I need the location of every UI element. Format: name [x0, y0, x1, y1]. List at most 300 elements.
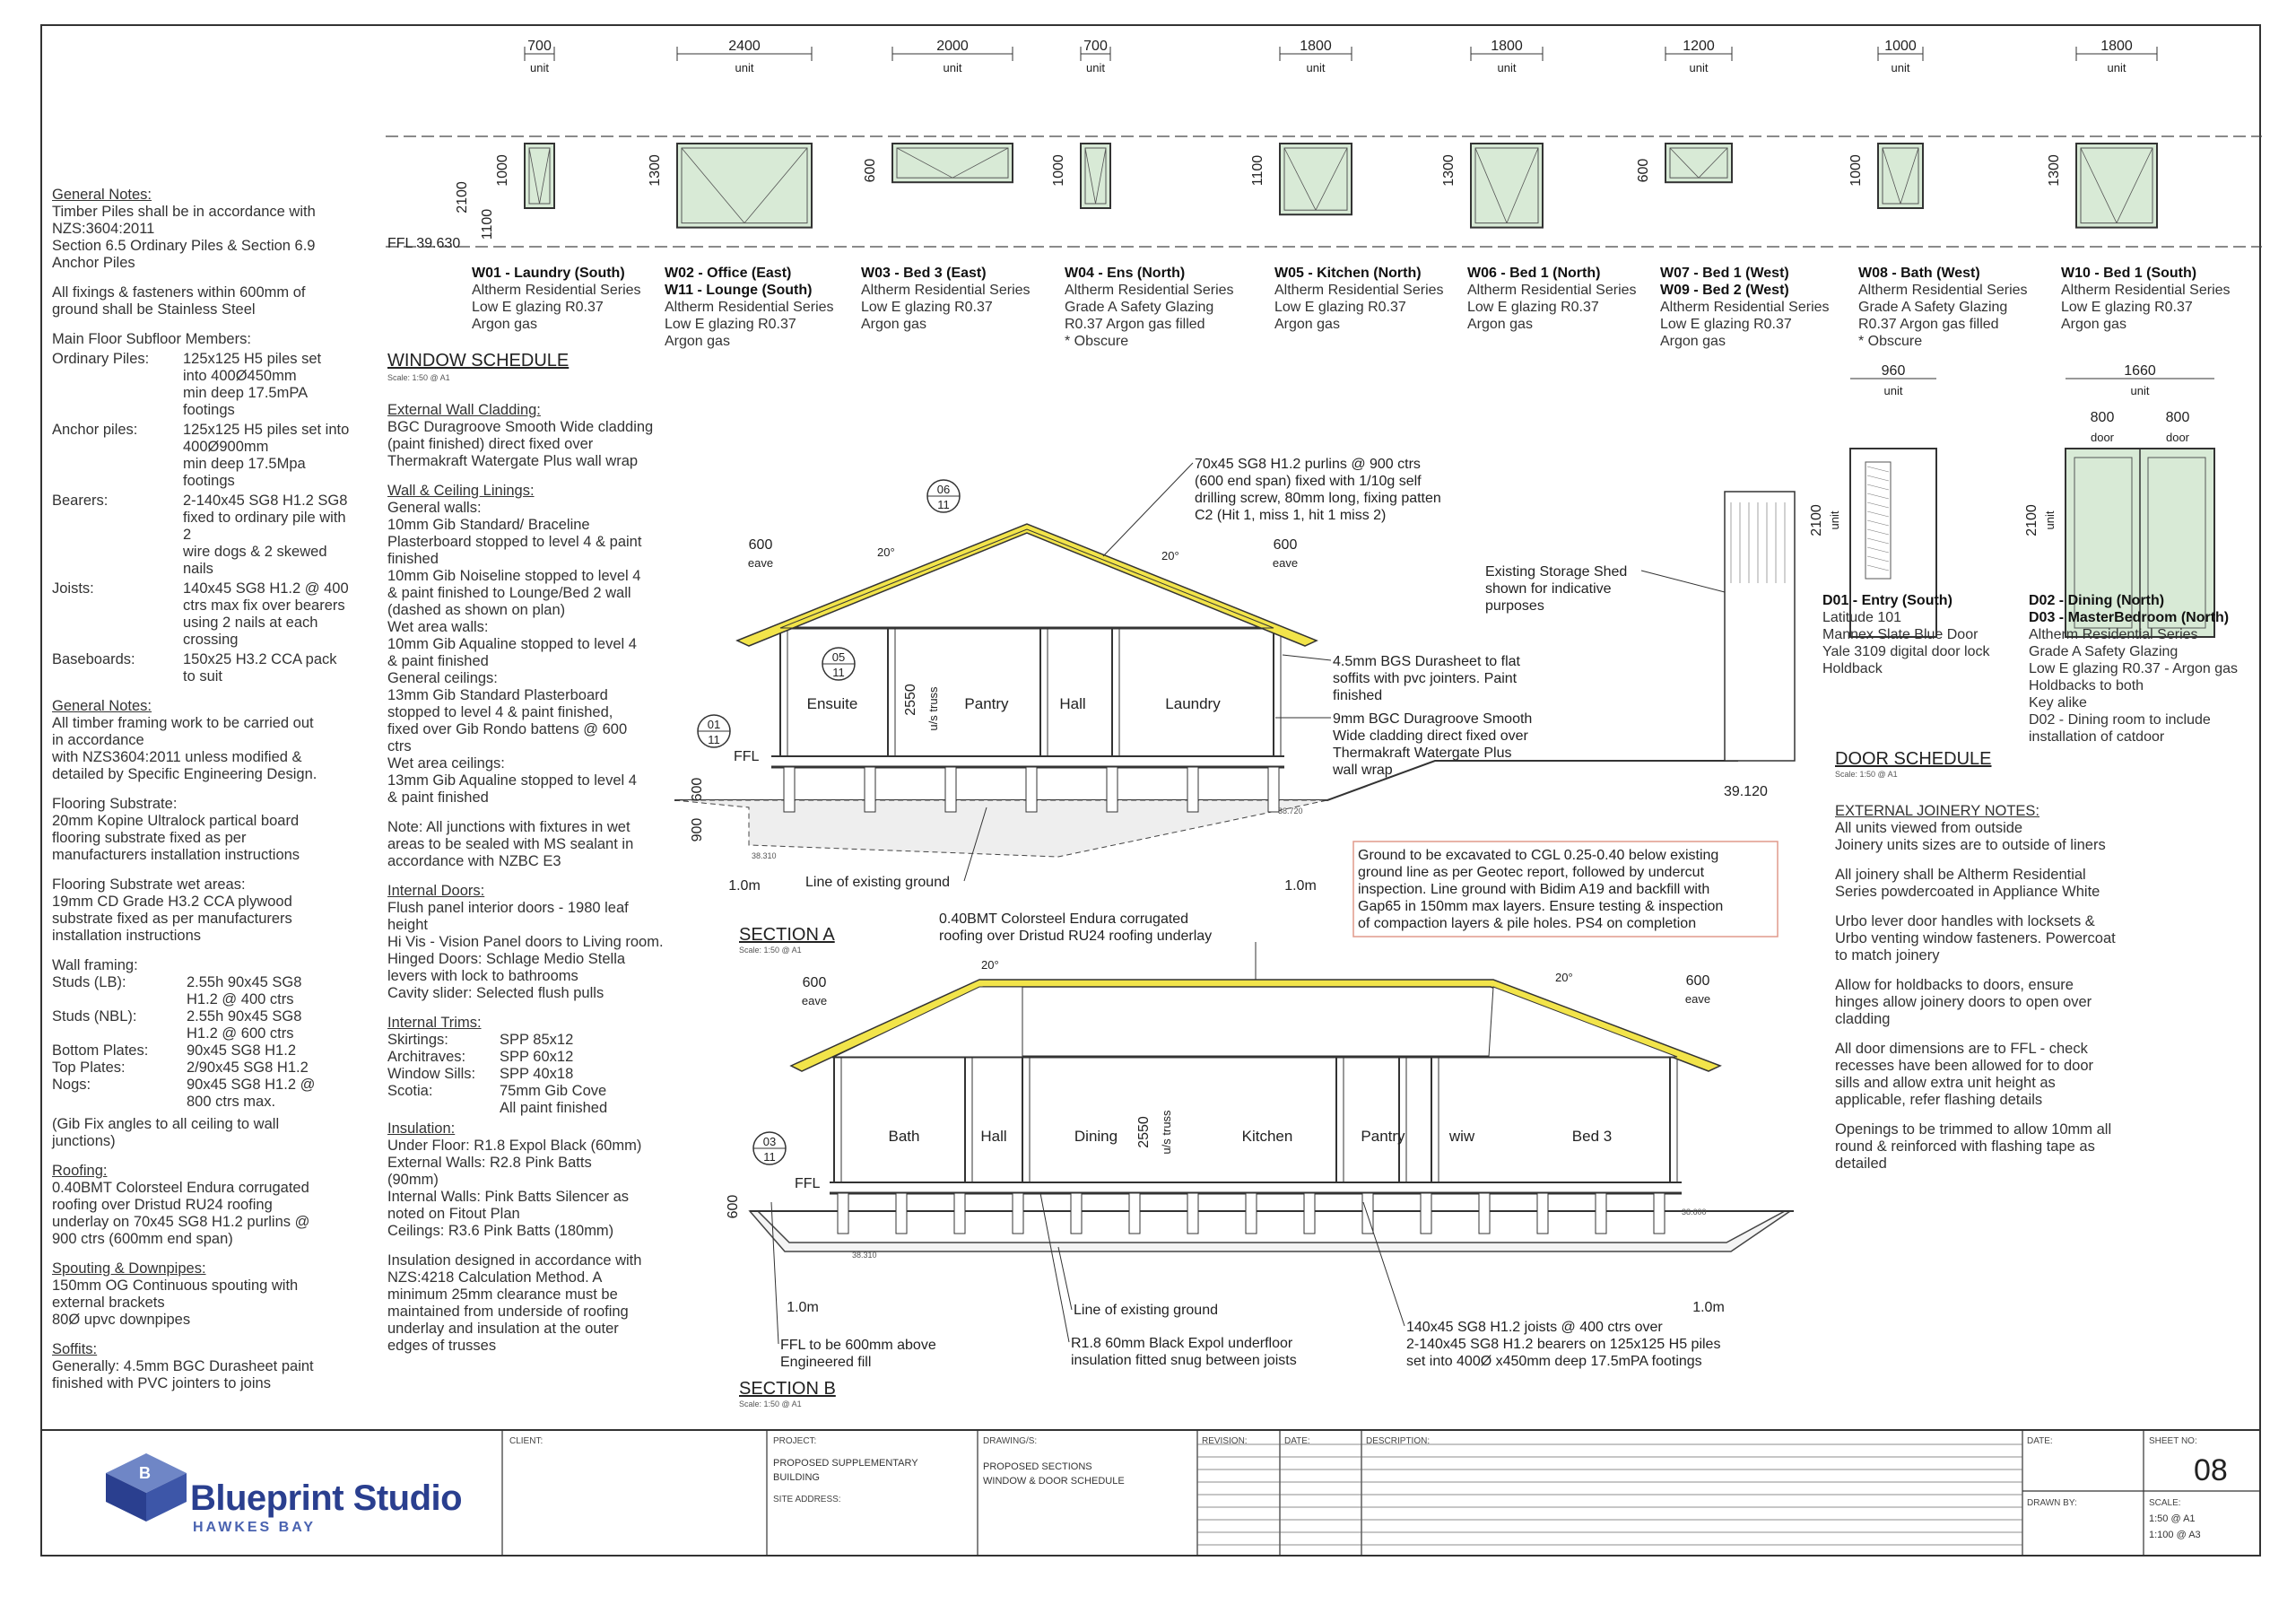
note-line: Wall framing: — [52, 957, 138, 973]
note-line: (paint finished) direct fixed over — [387, 436, 594, 452]
note-line: 10mm Gib Noiseline stopped to level 4 — [387, 568, 641, 584]
callout-joists-b: 140x45 SG8 H1.2 joists @ 400 ctrs over — [1406, 1320, 1663, 1335]
ffl-a: FFL — [734, 749, 760, 764]
brand-logo — [97, 1452, 204, 1523]
framing-value — [187, 974, 357, 1008]
window-id: W05 - Kitchen (North) — [1274, 266, 1422, 281]
note-line: detailed — [1835, 1155, 1887, 1172]
callout-excavate: inspection. Line ground with Bidim A19 and backfill with — [1358, 882, 1710, 897]
door-desc-line: Yale 3109 digital door lock — [1822, 644, 1990, 659]
note-line: & paint finished — [387, 789, 489, 806]
notes-heading: Soffits: — [52, 1341, 98, 1357]
window-desc-line: * Obscure — [1858, 334, 1923, 349]
trim-value: 75mm Gib Cove — [500, 1083, 607, 1099]
window-caption — [1274, 265, 1444, 333]
door-desc-line: Low E glazing R0.37 - Argon gas — [2029, 661, 2239, 676]
notes-heading: General Notes: — [52, 187, 152, 203]
room-label-b: Dining — [1074, 1128, 1118, 1145]
note-line: Flush panel interior doors - 1980 leaf — [387, 900, 629, 916]
subfloor-key: Baseboards: — [52, 651, 135, 667]
notes-heading: Wall & Ceiling Linings: — [387, 483, 535, 499]
window-width-dim: 1200 — [1683, 39, 1715, 54]
trim-key: Skirtings: — [387, 1032, 448, 1048]
note-line: detailed by Specific Engineering Design. — [52, 766, 317, 782]
note-line: Series powdercoated in Appliance White — [1835, 884, 2100, 900]
window-desc-line: Altherm Residential Series — [861, 283, 1031, 298]
note-line: & paint finished — [387, 653, 489, 669]
pitch-right: 20° — [1161, 549, 1179, 562]
trim-row — [387, 1032, 683, 1049]
dim-1m-a-left: 1.0m — [728, 878, 761, 894]
note-line: & paint finished to Lounge/Bed 2 wall — [387, 585, 631, 601]
window-frame — [892, 144, 1013, 182]
note-line: Wet area ceilings: — [387, 755, 505, 772]
callout-expol-b: R1.8 60mm Black Expol underfloor — [1071, 1336, 1293, 1351]
framing-value-line: 800 ctrs max. — [187, 1094, 276, 1110]
window-desc-line: R0.37 Argon gas filled — [1858, 317, 1999, 332]
note-line: General ceilings: — [387, 670, 498, 686]
subfloor-value-line: 140x45 SG8 H1.2 @ 400 — [183, 580, 349, 597]
note-line: 80Ø upvc downpipes — [52, 1312, 191, 1328]
spacer — [52, 1248, 357, 1260]
subfloor-value-line: min deep 17.5mPA footings — [183, 385, 308, 418]
note-line: All door dimensions are to FFL - check — [1835, 1041, 2088, 1057]
window-desc-line: Argon gas — [2061, 317, 2126, 332]
room-label-b: Bed 3 — [1571, 1128, 1613, 1145]
note-line: Anchor Piles — [52, 255, 135, 271]
subfloor-value-line: 150x25 H3.2 CCA pack — [183, 651, 337, 667]
door-d01-height: 2100 — [1809, 504, 1824, 536]
note-line: NZS:4218 Calculation Method. A — [387, 1269, 603, 1286]
door-caption — [1822, 592, 1990, 677]
window-id: W06 - Bed 1 (North) — [1467, 266, 1601, 281]
section-b-title: SECTION B — [739, 1379, 836, 1399]
window-desc-line: Low E glazing R0.37 — [861, 300, 993, 315]
eave-dim-left: 600 — [748, 537, 773, 553]
callout-purlins: drilling screw, 80mm long, fixing patten — [1195, 491, 1441, 506]
subfloor-value-line: to suit — [183, 668, 223, 685]
note-line: General walls: — [387, 500, 482, 516]
note-line: All timber framing work to be carried out — [52, 715, 314, 731]
note-line: Generally: 4.5mm BGC Durasheet paint — [52, 1358, 314, 1374]
callout-purlins: C2 (Hit 1, miss 1, hit 1 miss 2) — [1195, 508, 1387, 523]
pitch-b-left: 20° — [981, 958, 999, 972]
note-line: levers with lock to bathrooms — [387, 968, 578, 984]
framing-row — [52, 1008, 357, 1042]
window-height-dim: 1100 — [1250, 154, 1265, 187]
window-desc-line: Altherm Residential Series — [1467, 283, 1637, 298]
spacer — [387, 1240, 683, 1252]
client-label: CLIENT: — [509, 1436, 544, 1446]
framing-key: Nogs: — [52, 1077, 91, 1093]
note-line: minimum 25mm clearance must be — [387, 1286, 618, 1303]
sheet-number: 08 — [2194, 1453, 2228, 1487]
window-desc-line: Altherm Residential Series — [1274, 283, 1444, 298]
note-line: areas to be sealed with MS sealant in — [387, 836, 634, 852]
notes-heading: EXTERNAL JOINERY NOTES: — [1835, 803, 2040, 819]
note-line: with NZS3604:2011 unless modified & — [52, 749, 302, 765]
note-line: finished — [387, 551, 439, 567]
description-label: DESCRIPTION: — [1366, 1436, 1431, 1446]
callout-purlins: 70x45 SG8 H1.2 purlins @ 900 ctrs — [1195, 457, 1421, 472]
note-line: to match joinery — [1835, 947, 1940, 964]
pile — [1026, 767, 1037, 812]
section-a-drawing — [674, 457, 1795, 955]
ffl-b: FFL — [795, 1176, 821, 1191]
note-line: hinges allow joinery doors to open over — [1835, 994, 2092, 1010]
note-line: Urbo lever door handles with locksets & — [1835, 913, 2095, 929]
project-label: PROJECT: — [773, 1436, 817, 1446]
dim-1m-a-right: 1.0m — [1284, 878, 1317, 894]
spacer — [52, 272, 357, 284]
window-unit-label: unit — [530, 61, 549, 74]
door-d02-hunit: unit — [2043, 510, 2057, 530]
window-unit-label: unit — [735, 61, 754, 74]
callout-soffit: 4.5mm BGS Durasheet to flat — [1333, 654, 1520, 669]
window-desc-line: Argon gas — [665, 334, 730, 349]
pile-b — [838, 1193, 848, 1234]
framing-value — [187, 1060, 357, 1077]
window-caption — [1858, 265, 2028, 350]
pile-b — [1187, 1193, 1198, 1234]
note-line: All units viewed from outside — [1835, 820, 2023, 836]
subfloor-value-line: fixed to ordinary pile with 2 — [183, 510, 346, 543]
pile-b — [1596, 1193, 1606, 1234]
note-line: Insulation designed in accordance with — [387, 1252, 642, 1269]
framing-row — [52, 1042, 357, 1060]
pitch-left: 20° — [877, 545, 895, 559]
site-address-label: SITE ADDRESS: — [773, 1495, 841, 1504]
spacer — [387, 870, 683, 883]
door-id: D01 - Entry (South) — [1822, 593, 1952, 608]
window-frame — [677, 144, 812, 228]
note-line: roofing over Dristud RU24 roofing — [52, 1197, 273, 1213]
note-line: accordance with NZBC E3 — [387, 853, 561, 869]
callout-expol-b: insulation fitted snug between joists — [1071, 1353, 1297, 1368]
room-label-b: Pantry — [1361, 1128, 1405, 1145]
room-label-b: Kitchen — [1241, 1128, 1293, 1145]
window-width-dim: 700 — [1083, 39, 1108, 54]
note-line: Hinged Doors: Schlage Medio Stella — [387, 951, 626, 967]
window-desc-line: Grade A Safety Glazing — [1858, 300, 2008, 315]
door-d02-leaf-lbl-r: door — [2165, 431, 2190, 444]
notes-heading: Insulation: — [387, 1121, 456, 1137]
note-line: fixed over Gib Rondo battens @ 600 — [387, 721, 628, 737]
window-caption — [861, 265, 1031, 333]
callout-excavate: of compaction layers & pile holes. PS4 on completion — [1358, 916, 1697, 931]
truss-label-b: u/s truss — [1160, 1110, 1173, 1155]
door-d02-unit: unit — [2130, 384, 2150, 397]
pitch-b-right: 20° — [1555, 971, 1573, 984]
dim-600-b: 600 — [726, 1194, 741, 1219]
window-desc-line: Altherm Residential Series — [1065, 283, 1234, 298]
pile — [1187, 767, 1198, 812]
window-desc-line: Altherm Residential Series — [472, 283, 641, 298]
note-line: Timber Piles shall be in accordance with — [52, 204, 316, 220]
spacer — [1835, 964, 2131, 977]
tag-03-num: 03 — [762, 1135, 777, 1148]
tag-06-sheet: 11 — [937, 498, 950, 511]
subfloor-row — [52, 651, 357, 685]
drawing-label: DRAWING/S: — [983, 1436, 1038, 1446]
note-line: underlay and insulation at the outer — [387, 1321, 619, 1337]
trim-value: SPP 40x18 — [500, 1066, 574, 1082]
door-desc-line: installation of catdoor — [2029, 729, 2165, 745]
rl-b-38600: 38.600 — [1682, 1208, 1707, 1216]
note-line: ground shall be Stainless Steel — [52, 301, 256, 318]
section-b-drawing — [726, 911, 1794, 1408]
door-desc-line: Key alike — [2029, 695, 2087, 711]
pile-b — [1129, 1193, 1140, 1234]
room-label: Pantry — [964, 695, 1009, 712]
truss-outline — [780, 529, 1274, 628]
trim-row — [387, 1066, 683, 1083]
pile — [1268, 767, 1279, 812]
pile-b — [954, 1193, 965, 1234]
pile — [1107, 767, 1118, 812]
note-line: Openings to be trimmed to allow 10mm all — [1835, 1121, 2112, 1138]
room-label: Hall — [1059, 695, 1086, 712]
joinery-notes — [1835, 803, 2131, 1173]
window-frame — [1280, 144, 1352, 214]
project-line-2: BUILDING — [773, 1472, 820, 1483]
trim-row — [387, 1100, 683, 1117]
note-line: Note: All junctions with fixtures in wet — [387, 819, 631, 835]
framing-value — [187, 1077, 357, 1111]
window-desc-line: Altherm Residential Series — [665, 300, 834, 315]
room-label: Laundry — [1165, 695, 1221, 712]
window-id: W04 - Ens (North) — [1065, 266, 1186, 281]
note-line: 900 ctrs (600mm end span) — [52, 1231, 233, 1247]
trim-row — [387, 1083, 683, 1100]
notes-heading: General Notes: — [52, 698, 152, 714]
note-line: Plasterboard stopped to level 4 & paint — [387, 534, 642, 550]
note-line: 13mm Gib Standard Plasterboard — [387, 687, 608, 703]
spacer — [1835, 1109, 2131, 1121]
section-a-scale: Scale: 1:50 @ A1 — [739, 946, 802, 955]
note-line: Main Floor Subfloor Members: — [52, 331, 251, 347]
spacer — [52, 864, 357, 876]
height-2550: 2550 — [903, 684, 918, 716]
subfloor-key: Anchor piles: — [52, 422, 138, 438]
callout-shed: Existing Storage Shed — [1485, 564, 1628, 580]
ffl-label: FFL 39.630 — [387, 236, 461, 251]
dim-900-a: 900 — [690, 817, 705, 842]
note-line: Joinery units sizes are to outside of liners — [1835, 837, 2106, 853]
note-line: Under Floor: R1.8 Expol Black (60mm) — [387, 1138, 642, 1154]
eave-dim-b-left: 600 — [802, 975, 827, 990]
window-unit-label: unit — [1086, 61, 1105, 74]
door-schedule-scale: Scale: 1:50 @ A1 — [1835, 770, 1898, 779]
subfloor-value-line: 125x125 H5 piles set into — [183, 422, 350, 438]
note-line: installation instructions — [52, 928, 201, 944]
note-line: Hi Vis - Vision Panel doors to Living room. — [387, 934, 664, 950]
framing-value-line: 90x45 SG8 H1.2 @ — [187, 1077, 316, 1093]
spacer — [387, 807, 683, 819]
note-line: 10mm Gib Standard/ Braceline — [387, 517, 590, 533]
section-a-title: SECTION A — [739, 925, 835, 945]
rev-date-label: DATE: — [1284, 1436, 1310, 1446]
tag-06-num: 06 — [936, 483, 951, 496]
callout-cladding: Thermakraft Watergate Plus — [1333, 746, 1512, 761]
rl-b-38310: 38.310 — [852, 1251, 877, 1260]
subfloor-value — [183, 422, 357, 490]
callout-ground-a: Line of existing ground — [805, 875, 950, 890]
window-caption — [1660, 265, 1830, 350]
room-label-b: Bath — [888, 1128, 920, 1145]
rl-39120: 39.120 — [1724, 784, 1768, 799]
note-line: underlay on 70x45 SG8 H1.2 purlins @ — [52, 1214, 310, 1230]
window-desc-line: * Obscure — [1065, 334, 1129, 349]
window-frame — [1878, 144, 1923, 208]
room-label-b: wiw — [1448, 1128, 1475, 1145]
note-line: height — [387, 917, 428, 933]
subfloor-row — [52, 580, 357, 649]
subfloor-value-line: into 400Ø450mm — [183, 368, 297, 384]
dim-2100: 2100 — [455, 181, 470, 214]
callout-excavate: Ground to be excavated to CGL 0.25-0.40 below existing — [1358, 848, 1719, 863]
sheet-no-label: SHEET NO: — [2149, 1436, 2197, 1446]
door-d02-width: 1660 — [2124, 363, 2156, 379]
window-height-dim: 600 — [1636, 158, 1651, 183]
door-d02-height: 2100 — [2024, 504, 2039, 536]
note-line: 13mm Gib Aqualine stopped to level 4 — [387, 772, 637, 789]
pile — [865, 767, 875, 812]
framing-value-line: H1.2 @ 400 ctrs — [187, 991, 294, 1007]
callout-roofing-b: roofing over Dristud RU24 roofing underlay — [939, 929, 1213, 944]
pile-b — [1421, 1193, 1431, 1234]
general-notes — [52, 187, 357, 1392]
subfloor-value-line: 125x125 H5 piles set — [183, 351, 322, 367]
window-id: W03 - Bed 3 (East) — [861, 266, 987, 281]
subfloor-value-line: crossing — [183, 632, 239, 648]
pile-b — [1013, 1193, 1023, 1234]
window-height-dim: 1000 — [495, 154, 510, 187]
spacer — [1835, 901, 2131, 913]
framing-row — [52, 1077, 357, 1111]
window-frame — [2076, 144, 2157, 228]
subfloor-key: Bearers: — [52, 493, 109, 509]
window-desc-line: Low E glazing R0.37 — [1660, 317, 1792, 332]
dim-1100: 1100 — [480, 208, 495, 240]
door-desc-line: D02 - Dining room to include — [2029, 712, 2211, 728]
note-line: Section 6.5 Ordinary Piles & Section 6.9 — [52, 238, 316, 254]
trim-row — [387, 1049, 683, 1066]
eave-dim-right: 600 — [1273, 537, 1298, 553]
window-caption — [1467, 265, 1637, 333]
window-desc-line: Argon gas — [472, 317, 537, 332]
window-height-dim: 600 — [863, 158, 878, 183]
pile-b — [1479, 1193, 1490, 1234]
trim-value: SPP 60x12 — [500, 1049, 574, 1065]
brand-name: Blueprint Studio — [190, 1478, 463, 1518]
trim-key: Scotia: — [387, 1083, 433, 1099]
window-width-dim: 1800 — [2100, 39, 2133, 54]
storage-shed — [1725, 492, 1795, 761]
door-id: D02 - Dining (North) — [2029, 593, 2165, 608]
spacer — [52, 783, 357, 796]
tag-01-sheet: 11 — [708, 733, 720, 746]
pile — [784, 767, 795, 812]
callout-cladding: Wide cladding direct fixed over — [1333, 728, 1528, 744]
window-desc-line: Low E glazing R0.37 — [665, 317, 796, 332]
eave-label-b-left: eave — [801, 994, 828, 1007]
door-desc-line: Altherm Residential Series — [2029, 627, 2198, 642]
trim-key: Architraves: — [387, 1049, 466, 1065]
note-line: Flooring Substrate wet areas: — [52, 876, 246, 893]
subfloor-row — [52, 422, 357, 490]
note-line: in accordance — [52, 732, 144, 748]
window-frame — [1665, 144, 1732, 182]
callout-soffit: finished — [1333, 688, 1383, 703]
window-desc-line: Low E glazing R0.37 — [472, 300, 604, 315]
note-line: substrate fixed as per manufacturers — [52, 911, 292, 927]
spacer — [52, 318, 357, 331]
note-line: 150mm OG Continuous spouting with — [52, 1278, 299, 1294]
door-desc-line: Holdback — [1822, 661, 1883, 676]
eave-label-left: eave — [747, 556, 774, 570]
window-id: W01 - Laundry (South) — [472, 266, 625, 281]
window-id: W07 - Bed 1 (West) — [1660, 266, 1789, 281]
notes-heading: Roofing: — [52, 1163, 108, 1179]
callout-ffl-b: FFL to be 600mm above — [780, 1338, 936, 1353]
window-desc-line: W11 - Lounge (South) — [665, 283, 813, 298]
framing-value-line: 2.55h 90x45 SG8 — [187, 1008, 302, 1025]
note-line: 19mm CD Grade H3.2 CCA plywood — [52, 894, 292, 910]
revision-label: REVISION: — [1202, 1436, 1248, 1446]
callout-purlins: (600 end span) fixed with 1/10g self — [1195, 474, 1422, 489]
window-unit-label: unit — [1497, 61, 1517, 74]
note-line: finished with PVC jointers to joins — [52, 1375, 271, 1391]
date-label: DATE: — [2027, 1436, 2053, 1446]
eave-label-b-right: eave — [1684, 992, 1711, 1006]
pile-b — [1246, 1193, 1257, 1234]
subfloor-key: Joists: — [52, 580, 94, 597]
trim-value: SPP 85x12 — [500, 1032, 574, 1048]
door-d02-leaf-lbl-l: door — [2090, 431, 2115, 444]
window-schedule-notes — [387, 402, 683, 1355]
window-desc-line: Low E glazing R0.37 — [1274, 300, 1406, 315]
scale-a1: 1:50 @ A1 — [2149, 1513, 2196, 1524]
note-line: ctrs — [387, 738, 412, 754]
trim-key: Window Sills: — [387, 1066, 476, 1082]
pile-b — [1071, 1193, 1082, 1234]
framing-value-line: 90x45 SG8 H1.2 — [187, 1042, 296, 1059]
framing-row — [52, 974, 357, 1008]
window-desc-line: Grade A Safety Glazing — [1065, 300, 1214, 315]
subfloor-key: Ordinary Piles: — [52, 351, 150, 367]
window-desc-line: Low E glazing R0.37 — [1467, 300, 1599, 315]
truss-label: u/s truss — [926, 686, 940, 731]
note-line: flooring substrate fixed as per — [52, 830, 247, 846]
window-width-dim: 700 — [527, 39, 552, 54]
framing-row — [52, 1060, 357, 1077]
window-width-dim: 2400 — [728, 39, 761, 54]
callout-ground-b: Line of existing ground — [1074, 1303, 1218, 1318]
note-line: Internal Walls: Pink Batts Silencer as — [387, 1189, 629, 1205]
window-width-dim: 1800 — [1491, 39, 1523, 54]
window-width-dim: 1800 — [1300, 39, 1332, 54]
callout-joists-b: set into 400Ø x450mm deep 17.5mPA footings — [1406, 1354, 1702, 1369]
window-height-dim: 1300 — [1441, 154, 1457, 187]
callout-shed: shown for indicative — [1485, 581, 1612, 597]
cube-logo-icon — [97, 1452, 196, 1523]
callout-cladding: wall wrap — [1333, 763, 1393, 778]
callout-cladding: 9mm BGC Duragroove Smooth — [1333, 711, 1533, 727]
window-width-dim: 1000 — [1884, 39, 1917, 54]
window-height-dim: 1000 — [1051, 154, 1066, 187]
window-desc-line: Argon gas — [861, 317, 926, 332]
